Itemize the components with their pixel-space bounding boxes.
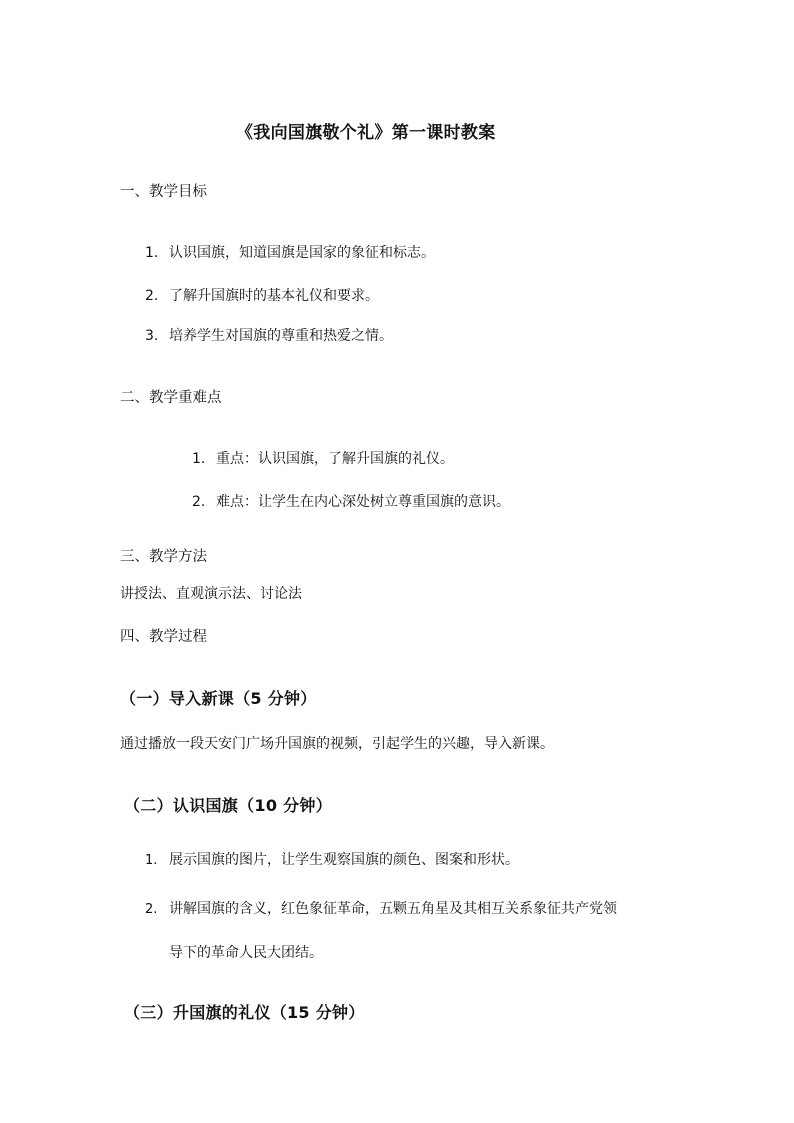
section-heading-methods: 三、教学方法 xyxy=(120,549,207,565)
list-text: 讲解国旗的含义，红色象征革命，五颗五角星及其相互关系象征共产党领 xyxy=(169,901,617,917)
section-heading-process: 四、教学过程 xyxy=(120,629,207,645)
subsection-heading-recognize-flag: （二）认识国旗（10 分钟） xyxy=(124,796,333,815)
section-heading-objectives: 一、教学目标 xyxy=(120,184,207,200)
list-item xyxy=(192,448,454,468)
list-item xyxy=(145,242,435,262)
list-text: 培养学生对国旗的尊重和热爱之情。 xyxy=(169,328,393,344)
list-number: 2. xyxy=(145,902,158,917)
list-text: 展示国旗的图片，让学生观察国旗的颜色、图案和形状。 xyxy=(169,852,519,868)
list-number: 1. xyxy=(145,853,158,868)
list-item xyxy=(145,898,617,918)
list-item-continuation: 导下的革命人民大团结。 xyxy=(169,945,323,961)
document-title: 《我向国旗敬个礼》第一课时教案 xyxy=(236,123,496,143)
list-text: 了解升国旗时的基本礼仪和要求。 xyxy=(169,288,379,304)
subsection-heading-intro: （一）导入新课（5 分钟） xyxy=(120,689,317,708)
list-item xyxy=(192,491,510,511)
list-number: 1. xyxy=(192,451,206,467)
list-text: 重点：认识国旗，了解升国旗的礼仪。 xyxy=(216,451,454,467)
list-text: 难点：让学生在内心深处树立尊重国旗的意识。 xyxy=(216,494,510,510)
list-text: 认识国旗，知道国旗是国家的象征和标志。 xyxy=(169,245,435,261)
list-number: 2. xyxy=(192,494,206,510)
intro-text: 通过播放一段天安门广场升国旗的视频，引起学生的兴趣，导入新课。 xyxy=(120,736,554,752)
list-number: 2. xyxy=(145,288,159,304)
section-heading-key-points: 二、教学重难点 xyxy=(120,390,222,406)
list-number: 1. xyxy=(145,245,159,261)
list-item xyxy=(145,849,519,869)
methods-text: 讲授法、直观演示法、讨论法 xyxy=(120,586,302,602)
list-item xyxy=(145,285,379,305)
list-number: 3. xyxy=(145,328,159,344)
list-item xyxy=(145,325,393,345)
subsection-heading-etiquette: （三）升国旗的礼仪（15 分钟） xyxy=(124,1003,365,1022)
